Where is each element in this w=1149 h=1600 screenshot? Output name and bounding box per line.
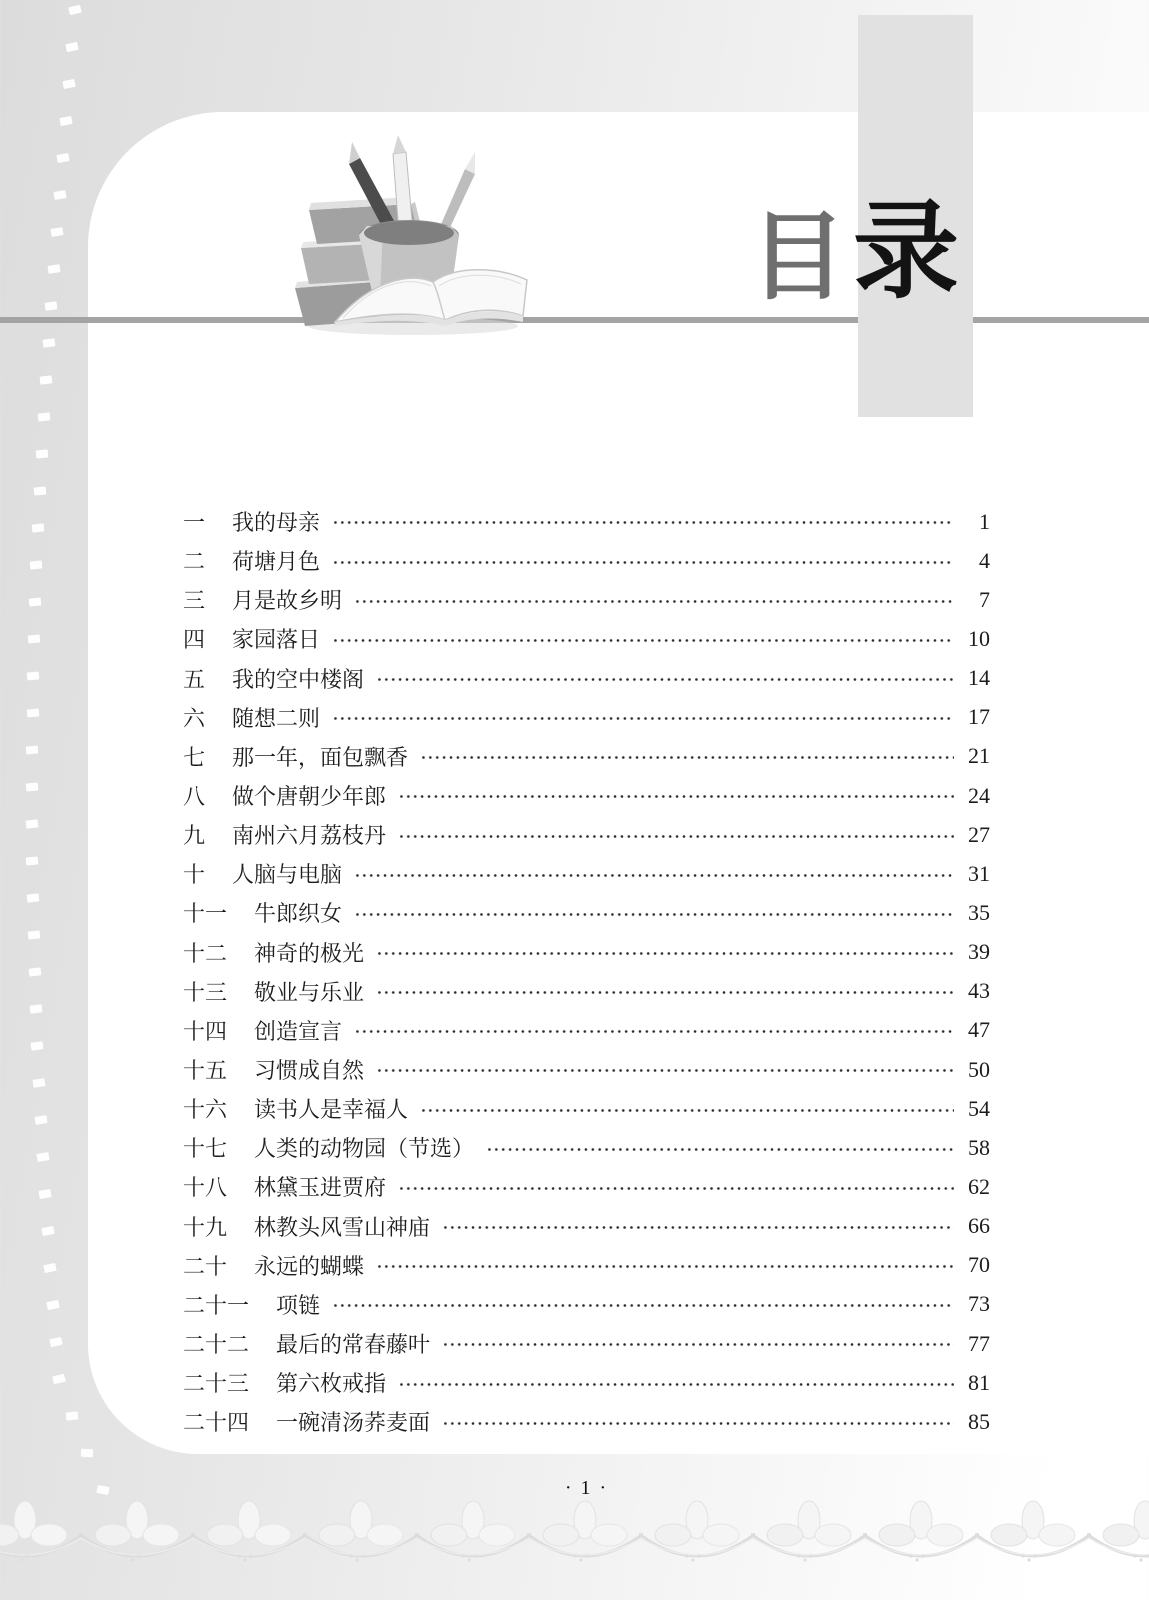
dot-leader: [354, 893, 954, 932]
page-number: 35: [968, 899, 990, 925]
dot-leader: [376, 933, 954, 972]
chapter-title: 做个唐朝少年郎: [232, 784, 387, 810]
page-number: 73: [968, 1291, 990, 1317]
square-decor: [29, 1004, 42, 1013]
square-decor: [62, 79, 75, 89]
chapter-title: 牛郎织女: [254, 901, 343, 927]
flower-motif: [79, 1500, 195, 1572]
square-decor: [26, 819, 39, 828]
square-decor: [26, 782, 39, 791]
chapter-number: 六: [183, 705, 206, 731]
dot-leader: [332, 619, 954, 658]
chapter-number: 三: [183, 588, 206, 614]
toc-list: [183, 502, 990, 1441]
chapter-number: 四: [183, 627, 206, 653]
dot-leader: [354, 580, 954, 619]
square-decor: [81, 1449, 93, 1458]
square-decor: [35, 449, 48, 458]
square-decor: [45, 301, 58, 311]
square-decor: [56, 153, 69, 163]
flower-motif: [975, 1500, 1091, 1572]
page-number: 58: [968, 1134, 990, 1160]
square-decor: [37, 412, 50, 421]
page-title-char-mu: 目: [750, 204, 846, 311]
toc-row: [183, 619, 990, 658]
flower-motif: [415, 1500, 531, 1572]
page-number: 66: [968, 1213, 990, 1239]
chapter-title: 我的空中楼阁: [232, 666, 365, 692]
square-decor: [52, 1374, 66, 1385]
square-decor: [33, 1078, 46, 1088]
square-decor: [46, 1300, 59, 1310]
dot-leader: [376, 659, 954, 698]
toc-row: [183, 737, 990, 776]
chapter-number: 十四: [183, 1018, 228, 1044]
dot-leader: [398, 776, 954, 815]
flower-motif: [0, 1500, 83, 1572]
square-decor: [26, 745, 39, 754]
page-number: 24: [968, 782, 990, 808]
square-decor: [43, 1263, 56, 1273]
square-decor: [66, 1411, 79, 1420]
chapter-title: 我的母亲: [232, 510, 321, 536]
chapter-title: 项链: [276, 1292, 321, 1318]
chapter-number: 一: [183, 510, 206, 536]
dot-leader: [420, 737, 954, 776]
toc-row: [183, 541, 990, 580]
chapter-title: 最后的常春藤叶: [276, 1332, 431, 1358]
square-decor: [27, 893, 40, 902]
chapter-title: 创造宣言: [254, 1018, 343, 1044]
square-decor: [26, 708, 39, 717]
square-decor: [29, 597, 42, 606]
chapter-number: 十一: [183, 901, 228, 927]
flower-motif: [527, 1500, 643, 1572]
page-number: 17: [968, 704, 990, 730]
chapter-number: 十五: [183, 1058, 228, 1084]
square-decor: [96, 1485, 109, 1495]
page-number: 1: [979, 508, 990, 534]
page-number: 50: [968, 1056, 990, 1082]
flower-motif: [191, 1500, 307, 1572]
dot-leader: [376, 1246, 954, 1285]
dot-leader: [442, 1207, 954, 1246]
chapter-title: 林黛玉进贾府: [254, 1175, 387, 1201]
chapter-title: 读书人是幸福人: [254, 1097, 409, 1123]
square-decor: [26, 856, 39, 865]
page-number: 39: [968, 939, 990, 965]
page-number: 70: [968, 1252, 990, 1278]
toc-row: [183, 776, 990, 815]
footer-page-number: · 1 ·: [564, 1477, 609, 1499]
chapter-title: 神奇的极光: [254, 940, 365, 966]
square-decor: [42, 338, 55, 347]
chapter-title: 家园落日: [232, 627, 321, 653]
toc-row: [183, 854, 990, 893]
chapter-number: 八: [183, 784, 206, 810]
square-decor: [49, 1337, 62, 1347]
toc-row: [183, 1207, 990, 1246]
page-number: 62: [968, 1173, 990, 1199]
square-decor: [34, 1115, 47, 1125]
chapter-number: 二十四: [183, 1410, 250, 1436]
page-number: 47: [968, 1017, 990, 1043]
square-decor: [30, 560, 43, 569]
flower-motif: [639, 1500, 755, 1572]
chapter-number: 十二: [183, 940, 228, 966]
square-decor: [32, 523, 45, 532]
toc-row: [183, 1089, 990, 1128]
dot-leader: [420, 1089, 954, 1128]
chapter-title: 敬业与乐业: [254, 979, 365, 1005]
page-number: 31: [968, 860, 990, 886]
chapter-number: 十七: [183, 1136, 228, 1162]
toc-row: [183, 893, 990, 932]
page-number: 14: [968, 665, 990, 691]
square-decor: [41, 1226, 54, 1236]
toc-row: [183, 933, 990, 972]
dot-leader: [398, 1363, 954, 1402]
flower-motif: [303, 1500, 419, 1572]
square-decor: [28, 967, 41, 976]
square-decor: [47, 264, 60, 274]
square-decor: [28, 634, 41, 643]
toc-row: [183, 698, 990, 737]
page-number: 4: [979, 547, 990, 573]
dot-leader: [354, 854, 954, 893]
chapter-title: 永远的蝴蝶: [254, 1253, 365, 1279]
chapter-title: 习惯成自然: [254, 1058, 365, 1084]
dot-leader: [442, 1324, 954, 1363]
toc-row: [183, 1402, 990, 1441]
toc-row: [183, 502, 990, 541]
dot-leader: [376, 1050, 954, 1089]
chapter-title: 那一年，面包飘香: [232, 744, 409, 770]
dot-leader: [332, 541, 954, 580]
toc-row: [183, 1050, 990, 1089]
dot-leader: [332, 502, 954, 541]
toc-row: [183, 1285, 990, 1324]
chapter-number: 十: [183, 862, 206, 888]
square-decor: [31, 1041, 44, 1051]
chapter-number: 二十二: [183, 1332, 250, 1358]
chapter-title: 月是故乡明: [232, 588, 343, 614]
square-decor: [66, 42, 79, 52]
books-and-pencil-cup-illustration: [283, 130, 535, 340]
chapter-number: 二十三: [183, 1371, 250, 1397]
page-number: 81: [968, 1369, 990, 1395]
toc-row: [183, 1167, 990, 1206]
square-decor: [40, 375, 53, 384]
dot-leader: [332, 698, 954, 737]
toc-row: [183, 580, 990, 619]
square-decor: [69, 5, 82, 15]
chapter-title: 林教头风雪山神庙: [254, 1214, 431, 1240]
chapter-number: 十六: [183, 1097, 228, 1123]
square-decor: [36, 1152, 49, 1162]
page-number: 85: [968, 1408, 990, 1434]
square-decor: [59, 116, 72, 126]
toc-row: [183, 659, 990, 698]
dot-leader: [398, 1167, 954, 1206]
flower-motif: [1087, 1500, 1149, 1572]
chapter-number: 九: [183, 823, 206, 849]
toc-row: [183, 1128, 990, 1167]
toc-row: [183, 815, 990, 854]
dot-leader: [332, 1285, 954, 1324]
page-title-char-lu: 录: [853, 194, 959, 311]
toc-row: [183, 1324, 990, 1363]
header-rule: [0, 317, 1149, 323]
chapter-title: 人脑与电脑: [232, 862, 343, 888]
chapter-title: 第六枚戒指: [276, 1371, 387, 1397]
page-number: 7: [979, 586, 990, 612]
square-decor: [27, 930, 40, 939]
toc-row: [183, 1246, 990, 1285]
chapter-number: 十九: [183, 1214, 228, 1240]
chapter-number: 五: [183, 666, 206, 692]
chapter-number: 十三: [183, 979, 228, 1005]
dot-leader: [354, 1011, 954, 1050]
flower-motif: [751, 1500, 867, 1572]
chapter-number: 二十: [183, 1253, 228, 1279]
chapter-title: 随想二则: [232, 705, 321, 731]
chapter-title: 一碗清汤荞麦面: [276, 1410, 431, 1436]
chapter-number: 七: [183, 744, 206, 770]
dot-leader: [442, 1402, 954, 1441]
chapter-title: 人类的动物园（节选）: [254, 1136, 475, 1162]
chapter-number: 二: [183, 549, 206, 575]
page-number: 27: [968, 821, 990, 847]
dot-leader: [398, 815, 954, 854]
page-number: 43: [968, 978, 990, 1004]
dot-leader: [376, 972, 954, 1011]
page-number: 77: [968, 1330, 990, 1356]
flower-motif: [863, 1500, 979, 1572]
square-decor: [27, 671, 40, 680]
square-decor: [39, 1189, 52, 1199]
chapter-title: 南州六月荔枝丹: [232, 823, 387, 849]
page-number: 21: [968, 743, 990, 769]
chapter-number: 二十一: [183, 1292, 250, 1318]
chapter-title: 荷塘月色: [232, 549, 321, 575]
dot-leader: [486, 1128, 954, 1167]
page-number: 54: [968, 1095, 990, 1121]
toc-row: [183, 1363, 990, 1402]
square-decor: [53, 190, 66, 200]
square-decor: [50, 227, 63, 237]
page-number: 10: [968, 625, 990, 651]
square-decor: [33, 486, 46, 495]
chapter-number: 十八: [183, 1175, 228, 1201]
toc-row: [183, 972, 990, 1011]
toc-row: [183, 1011, 990, 1050]
